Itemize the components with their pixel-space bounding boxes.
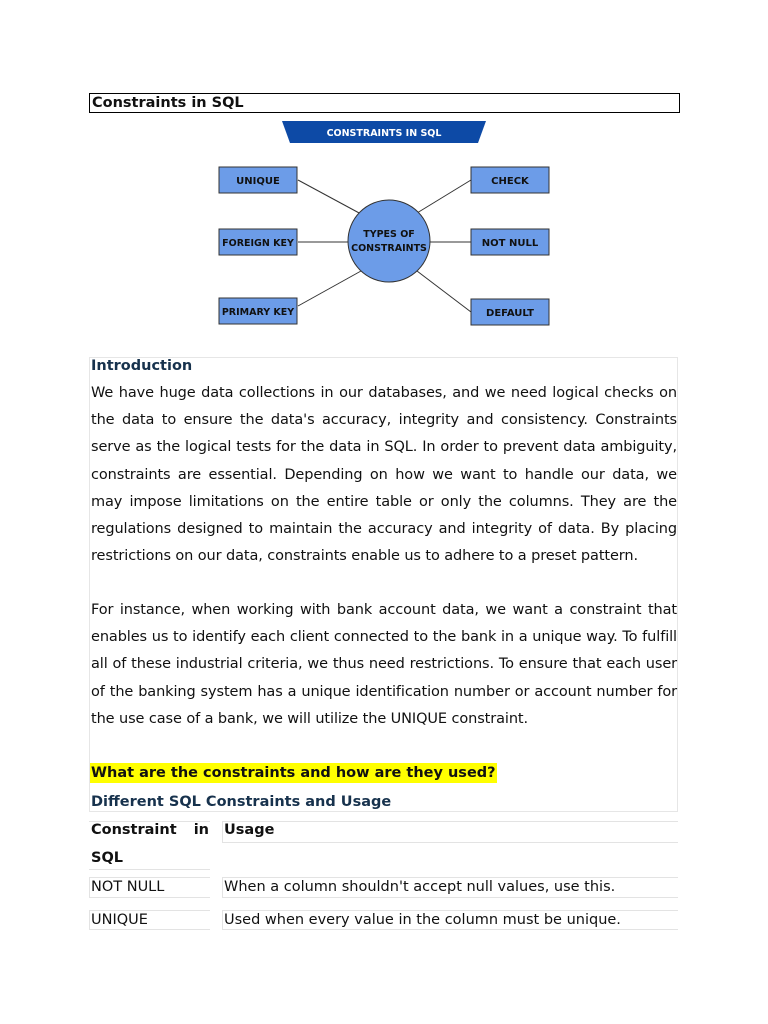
table-line: [222, 821, 678, 822]
table-cell-usage: When a column shouldn't accept null values, use this.: [224, 879, 616, 895]
constraints-diagram: [190, 119, 580, 344]
highlighted-question: What are the constraints and how are they used?: [91, 765, 496, 781]
diagram-box-default-label: DEFAULT: [486, 308, 534, 319]
table-cell-constraint: UNIQUE: [91, 912, 148, 928]
diagram-box-check-label: CHECK: [491, 176, 529, 187]
table-cell-constraint: NOT NULL: [91, 879, 165, 895]
table-line: [222, 877, 223, 897]
diagram-box-foreign-key-label: FOREIGN KEY: [222, 238, 294, 249]
intro-paragraph-1: We have huge data collections in our databases, and we need logical checks on the data to ensure the data's accuracy, integrity and consistency. Constraints serve as the logical tests for the data in SQL. In order to prevent data ambiguity, constraints are essential. Depending on how we want to handle our data, we may impose limitations on the entire table or only the columns. They are the regulations designed to maintain the accuracy and integrity of data. By placing restrictions on our data, constraints enable us to adhere to a preset pattern.: [91, 385, 677, 565]
table-line: [89, 877, 90, 897]
intro-heading: Introduction: [91, 358, 193, 374]
table-line: [222, 821, 223, 842]
diagram-box-primary-key-label: PRIMARY KEY: [221, 307, 295, 318]
table-line: [89, 910, 90, 929]
diagram-banner-text: CONSTRAINTS IN SQL: [326, 128, 442, 139]
diagram-center-circle: [348, 200, 430, 282]
document-title: Constraints in SQL: [89, 93, 680, 113]
diagram-box-unique-label: UNIQUE: [236, 176, 280, 187]
diagram-box-not-null-label: NOT NULL: [481, 238, 539, 249]
table-cell-usage: Used when every value in the column must be unique.: [224, 912, 621, 928]
table-header-usage: Usage: [224, 822, 275, 838]
table-header-constraint: Constraint in SQL: [91, 822, 209, 866]
table-line: [89, 897, 210, 898]
table-line: [222, 910, 223, 929]
table-line: [222, 842, 678, 843]
intro-paragraph-2: For instance, when working with bank account data, we want a constraint that enables us to identify each client connected to the bank in a unique way. To fulfill all of these industrial criteria, we thus need restrictions. To ensure that each user of the banking system has a unique identification number or account number for the use case of a bank, we will utilize the UNIQUE constraint.: [91, 602, 677, 727]
diagram-center-text-2: CONSTRAINTS: [351, 243, 427, 254]
table-line: [222, 897, 678, 898]
section-heading: Different SQL Constraints and Usage: [91, 794, 392, 810]
diagram-center-text-1: TYPES OF: [363, 229, 415, 240]
